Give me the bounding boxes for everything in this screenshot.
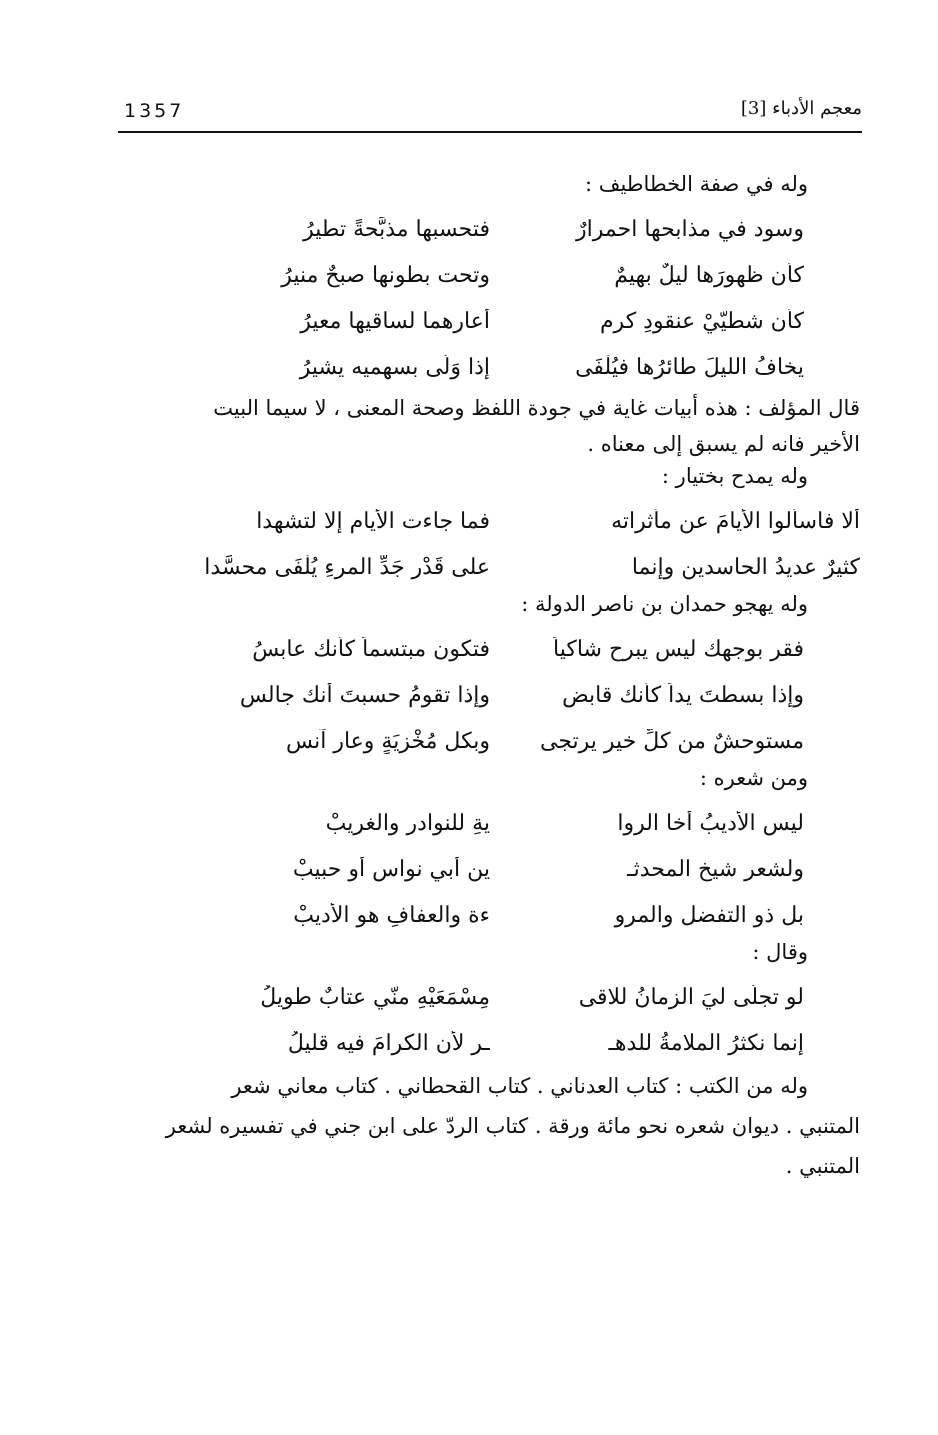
verse-line (108, 892, 860, 938)
section-intro: وله يمدح بختيار : (661, 464, 808, 488)
verse-first-hemistich: ليس الأديبُ أخا الروا (617, 810, 804, 836)
author-note-line: الأخير فانه لم يسبق إلى معناه . (587, 432, 860, 456)
verse-line (108, 718, 860, 764)
verse-second-hemistich: على قَدْرِ جَدِّ المرءِ يُلْفَى محسَّدا (204, 554, 490, 580)
verse-second-hemistich: مِسْمَعَيْهِ منّي عتابٌ طويلُ (260, 984, 490, 1010)
verse-line (108, 498, 860, 544)
section-intro: وله يهجو حمدان بن ناصر الدولة : (521, 592, 808, 616)
verse-first-hemistich: كأن ظهورَها ليلٌ بهيمٌ (614, 262, 804, 288)
verse-second-hemistich: إذا وَلَّى بسهميه يشيرُ (299, 354, 490, 380)
verse-first-hemistich: كأن شطيّيْ عنقودِ كرمٍ (599, 308, 804, 334)
verse-first-hemistich: مستوحشٌ من كلِّ خير يرتجى (540, 728, 804, 754)
verse-first-hemistich: ولشعر شيخ المحدثـ (627, 856, 804, 882)
verse-second-hemistich: وتحت بطونها صبحٌ منيرُ (281, 262, 490, 288)
verse-first-hemistich: لو تجلَّى ليَ الزمانُ للاقى (578, 984, 804, 1010)
running-title: معجم الأدباء [3] (740, 98, 862, 119)
books-line: المتنبي . (785, 1154, 860, 1178)
section-intro: وقال : (752, 940, 808, 964)
verse-second-hemistich: ءة والعفافِ هو الأديبْ (293, 902, 490, 928)
section-intro: ومن شعره : (699, 766, 808, 790)
verse-line (108, 672, 860, 718)
verse-line (108, 800, 860, 846)
books-line: المتنبي . ديوان شعره نحو مائة ورقة . كتاب الردّ على ابن جني في تفسيره لشعر (165, 1114, 860, 1138)
verse-second-hemistich: ـر لأن الكرامَ فيه قليلُ (287, 1030, 490, 1056)
verse-line (108, 974, 860, 1020)
verse-line (108, 1020, 860, 1066)
books-line: وله من الكتب : كتاب العدناني . كتاب القحطاني . كتاب معاني شعر (231, 1074, 808, 1098)
verse-first-hemistich: ألا فاسألوا الأيامَ عن مأثراته (611, 508, 860, 534)
verse-first-hemistich: يخافُ الليلَ طائرُها فيُلْفَى (575, 354, 804, 380)
verse-second-hemistich: وإذا تقومُ حسبتَ أنك جالس (239, 682, 490, 708)
verse-first-hemistich: كثيرٌ عديدُ الحاسدين وإنما (631, 554, 860, 580)
verse-first-hemistich: بل ذو التفضل والمرو (614, 902, 804, 928)
verse-line (108, 252, 860, 298)
verse-first-hemistich: فقر بوجهك ليس يبرح شاكياً (553, 636, 804, 662)
header-rule (118, 131, 862, 133)
verse-line (108, 846, 860, 892)
verse-line (108, 206, 860, 252)
section-intro: وله في صفة الخطاطيف : (584, 172, 808, 196)
verse-second-hemistich: فتحسبها مذبَّحةً تطيرُ (303, 216, 490, 242)
verse-line (108, 626, 860, 672)
verse-second-hemistich: فتكون مبتسماً كأنك عابسُ (252, 636, 490, 662)
page-header (118, 98, 862, 138)
verse-second-hemistich: فما جاءت الأيام إلا لتشهدا (256, 508, 490, 534)
verse-first-hemistich: وإذا بسطتَ يداً كأنك قابض (562, 682, 804, 708)
page-body (108, 170, 860, 1186)
verse-first-hemistich: إنما نكثرُ الملامةُ للدهـ (608, 1030, 804, 1056)
verse-second-hemistich: يةِ للنوادرِ والغريبْ (325, 810, 490, 836)
verse-second-hemistich: وبكل مُخْزِيَةٍ وعارٍ آنس (286, 728, 490, 754)
verse-second-hemistich: أعارهما لساقيها معيرُ (300, 308, 490, 334)
page-number: 1357 (124, 100, 185, 122)
verse-line (108, 298, 860, 344)
verse-first-hemistich: وسود في مذابحها احمرارٌ (576, 216, 804, 242)
verse-second-hemistich: ين أبي نواس أو حبيبْ (292, 856, 490, 882)
verse-line (108, 544, 860, 590)
author-note-line: قال المؤلف : هذه أبيات غاية في جودة اللفظ وصحة المعنى ، لا سيما البيت (213, 396, 860, 420)
verse-line (108, 344, 860, 390)
